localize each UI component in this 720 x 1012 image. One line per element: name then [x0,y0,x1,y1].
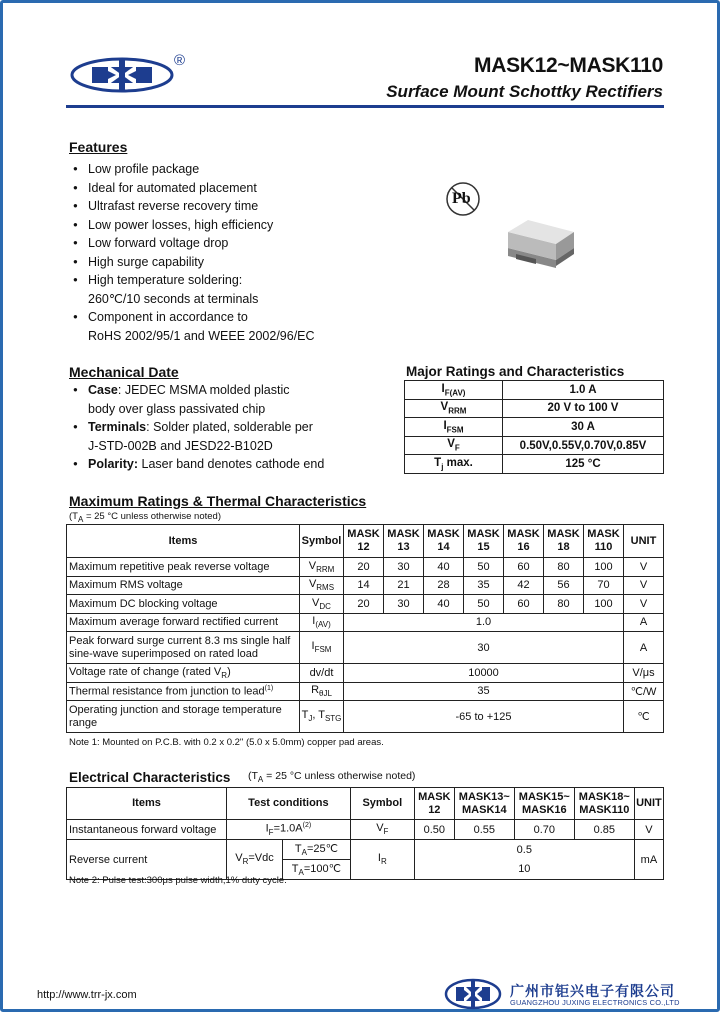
table-row [405,418,664,437]
symbol: I [312,615,316,628]
header-model [424,525,464,558]
table-row [67,558,664,577]
cond-prefix: (T [69,511,78,522]
header-items: Items [67,788,227,820]
symbol-cell [300,558,344,577]
table-row [67,840,664,860]
condition-cell [283,840,351,860]
table-row [67,664,664,683]
symbol: V [308,578,317,591]
value-cell: 21 [384,576,424,595]
header-symbol: Symbol [300,525,344,558]
unit-cell: V [624,558,664,577]
website-link[interactable]: http://www.trr-jx.com [37,989,137,1001]
symbol-sub: RRM [316,564,335,574]
table-cell [405,399,503,418]
table-row [67,576,664,595]
terminals-text: : Solder plated, solderable per [146,420,313,434]
header-model [544,525,584,558]
value-cell: 20 [344,558,384,577]
header-model [454,788,514,820]
symbol-cell [300,682,344,701]
max-ratings-conditions [69,511,221,524]
table-row [405,436,664,455]
symbol-sub: j [441,462,444,472]
model-number: 14 [437,541,450,553]
table-row [67,613,664,632]
symbol: V [308,559,317,572]
unit-cell: ℃ [624,701,664,733]
table-row [67,595,664,614]
symbol-cell [300,701,344,733]
item-cell [67,664,300,683]
value-cell: 70 [584,576,624,595]
symbol: V [440,401,449,414]
header-model [464,525,504,558]
header-model [504,525,544,558]
pb-free-icon [445,181,481,217]
item-cell: Maximum RMS voltage [67,576,300,595]
item-line-2: range [69,716,98,729]
item-text: Thermal resistance from junction to lead [69,685,265,698]
temp-rest: =25℃ [306,842,338,855]
value-cell: 60 [504,558,544,577]
unit-cell: A [624,613,664,632]
model-line-2: MASK110 [579,803,630,816]
value-cell: 30 [384,558,424,577]
max-ratings-table [66,524,664,733]
product-subtitle: Surface Mount Schottky Rectifiers [386,82,663,101]
electrical-table [66,787,664,880]
list-item: body over glass passivated chip [88,401,266,416]
temp-sym: T [291,862,299,875]
list-item: J-STD-002B and JESD22-B102D [88,438,273,453]
major-ratings-table [404,380,664,474]
symbol-2: , T [312,709,325,722]
symbol-sub: F [383,827,389,837]
features-list [70,160,315,345]
footer-logo-icon [444,978,502,1010]
note-2: Note 2: Pulse test:300μs pulse width,1% duty cycle. [69,875,287,886]
item-cell: Maximum DC blocking voltage [67,595,300,614]
model-number: 12 [357,541,370,553]
symbol-sub: θJL [319,689,332,699]
list-item: ● Low forward voltage drop [70,234,315,253]
symbol-cell [350,820,414,840]
symbol: T [434,457,442,470]
symbol-sub: RMS [316,583,335,593]
cond-sub: A [77,514,84,524]
table-row [405,455,664,474]
part-number-title: MASK12~MASK110 [474,54,663,77]
model-number: 16 [517,541,530,553]
condition-cell [227,840,283,880]
value-cell: 0.85 [574,820,634,840]
table-row [67,820,664,840]
item-cell: Maximum repetitive peak reverse voltage [67,558,300,577]
header-model [574,788,634,820]
header-unit: UNIT [634,788,663,820]
symbol: T [301,709,309,722]
mask-label: MASK [467,528,500,540]
value-cell: 20 [344,595,384,614]
symbol: R [311,684,320,697]
model-line-1: MASK15~ [518,790,570,803]
value-cell: 14 [344,576,384,595]
table-cell [405,455,503,474]
pb-label: Pb [452,190,471,207]
table-cell: 1.0 A [503,381,664,400]
value-cell: 28 [424,576,464,595]
unit-cell: V [624,595,664,614]
value-cell: 35 [344,682,624,701]
symbol-sub: J [308,714,313,724]
list-item [70,455,324,474]
symbol: I [377,852,381,865]
terminals-label: Terminals [88,420,147,434]
symbol-cell: dv/dt [300,664,344,683]
mask-label: MASK [587,528,620,540]
header-symbol: Symbol [350,788,414,820]
list-item: RoHS 2002/95/1 and WEEE 2002/96/EC [88,328,315,343]
mechanical-title: Mechanical Date [69,364,179,380]
mask-label: MASK [347,528,380,540]
mask-label: MASK [387,528,420,540]
list-item: ● Ultrafast reverse recovery time [70,197,315,216]
company-logo-icon [70,57,174,93]
list-item: ● Component in accordance to [70,308,315,327]
temp-sub: A [301,848,307,858]
cond-sub: A [257,775,264,785]
symbol: I [443,419,447,432]
cond-rest: =1.0A [273,822,303,835]
header-model [514,788,574,820]
list-item [70,381,324,400]
unit-cell: V/μs [624,664,664,683]
item-line-1: Peak forward surge current 8.3 ms single half [69,634,291,647]
header-model [344,525,384,558]
unit-cell: V [624,576,664,595]
case-label: Case [88,383,118,397]
table-cell [405,436,503,455]
value-cell: 100 [584,558,624,577]
model-line-2: MASK14 [462,803,507,816]
symbol: I [441,382,445,395]
header-test: Test conditions [227,788,351,820]
item-line-1: Operating junction and storage temperature [69,703,282,716]
polarity-label: Polarity: [88,457,139,471]
value-cell: 80 [544,595,584,614]
mask-label: MASK [427,528,460,540]
symbol-cell [300,595,344,614]
table-cell: 30 A [503,418,664,437]
cond-sub: F [268,827,274,837]
symbol-cell [350,840,414,880]
model-number: 13 [397,541,410,553]
cond-rest: =Vdc [248,852,274,865]
item-line-2: sine-wave superimposed on rated load [69,647,258,660]
value-cell: 30 [384,595,424,614]
symbol-sub: RRM [448,406,467,416]
mechanical-list [70,381,324,474]
model-line-1: MASK13~ [458,790,510,803]
model-line-2: MASK16 [522,803,567,816]
model-line-1: MASK [418,790,451,803]
mask-label: MASK [547,528,580,540]
note-1: Note 1: Mounted on P.C.B. with 0.2 x 0.2" (5.0 x 5.0mm) copper pad areas. [69,737,384,748]
model-number: 18 [557,541,570,553]
list-item: ● Low profile package [70,160,315,179]
item-sub: R [221,670,228,680]
symbol-cell [300,613,344,632]
table-row [67,701,664,733]
value-cell: -65 to +125 [344,701,624,733]
company-name-cn: 广州市钜兴电子有限公司 [510,983,675,999]
value-cell: 40 [424,558,464,577]
major-ratings-title: Major Ratings and Characteristics [406,364,625,379]
model-number: 110 [594,541,613,553]
item-cell [67,632,300,664]
header-items: Items [67,525,300,558]
table-cell: 125 °C [503,455,664,474]
table-cell [405,418,503,437]
symbol-cell [300,576,344,595]
table-cell: 0.50V,0.55V,0.70V,0.85V [503,436,664,455]
cond-prefix: (T [248,770,258,782]
symbol: V [376,822,384,835]
table-row [67,632,664,664]
electrical-conditions [248,770,415,784]
model-line-1: MASK18~ [578,790,630,803]
symbol-sub: F [454,443,460,453]
list-item: ● High surge capability [70,253,315,272]
symbol-sub: (AV) [315,620,331,630]
value-cell: 60 [504,595,544,614]
polarity-text: Laser band denotes cathode end [138,457,325,471]
symbol-suffix: max. [443,457,473,470]
value-cell: 1.0 [344,613,624,632]
symbol-sub: R [380,857,387,867]
list-item: ● Low power losses, high efficiency [70,216,315,235]
model-line-2: 12 [428,803,441,816]
cond-rest: = 25 °C unless otherwise noted) [83,511,221,522]
value-cell: 35 [464,576,504,595]
value-cell: 100 [584,595,624,614]
item-text: Voltage rate of change (rated V [69,665,222,678]
list-item: 260℃/10 seconds at terminals [88,291,259,306]
max-ratings-title: Maximum Ratings & Thermal Characteristics [69,493,367,509]
symbol: V [312,596,320,609]
table-row [405,399,664,418]
symbol-cell [300,632,344,664]
company-name-en: GUANGZHOU JUXING ELECTRONICS CO.,LTD [510,998,680,1007]
table-row [67,682,664,701]
table-cell [405,381,503,400]
cond-sym: V [235,852,243,865]
item-cell: Maximum average forward rectified current [67,613,300,632]
table-header-row [67,525,664,558]
value-cell: 0.55 [454,820,514,840]
list-item [70,418,324,437]
symbol-sub: DC [319,601,331,611]
header-unit: UNIT [624,525,664,558]
item-sup: (1) [264,684,274,692]
value-cell: 10 [414,860,634,880]
value-cell: 80 [544,558,584,577]
registered-mark: ® [174,52,186,69]
condition-cell [227,820,351,840]
table-cell: 20 V to 100 V [503,399,664,418]
case-text: : JEDEC MSMA molded plastic [117,383,290,397]
header-model [584,525,624,558]
value-cell: 10000 [344,664,624,683]
electrical-title: Electrical Characteristics [69,770,231,785]
value-cell: 0.70 [514,820,574,840]
value-cell: 0.5 [414,840,634,860]
features-title: Features [69,139,128,155]
temp-rest: =100℃ [303,862,342,875]
mask-label: MASK [507,528,540,540]
table-row [405,381,664,400]
header-model [414,788,454,820]
list-item: ● Ideal for automated placement [70,179,315,198]
symbol: I [311,640,315,653]
header-model [384,525,424,558]
list-item: ● High temperature soldering: [70,271,315,290]
item-cell: Reverse current [67,840,227,880]
header-rule [66,105,664,108]
value-cell: 42 [504,576,544,595]
symbol-2-sub: STG [324,714,342,724]
symbol-sub: F(AV) [444,387,466,397]
condition-cell [283,860,351,880]
temp-sym: T [294,842,302,855]
cond-rest: = 25 °C unless otherwise noted) [263,770,416,782]
item-cell: Instantaneous forward voltage [67,820,227,840]
value-cell: 0.50 [414,820,454,840]
symbol-sub: FSM [314,645,332,655]
cond-sub: R [242,857,249,867]
unit-cell: mA [634,840,663,880]
value-cell: 30 [344,632,624,664]
model-number: 15 [477,541,490,553]
unit-cell: ℃/W [624,682,664,701]
symbol: V [447,438,455,451]
table-header-row [67,788,664,820]
value-cell: 56 [544,576,584,595]
cond-sup: (2) [302,822,312,830]
value-cell: 40 [424,595,464,614]
item-cell [67,701,300,733]
item-cell [67,682,300,701]
package-image [506,212,576,268]
temp-sub: A [298,868,304,878]
value-cell: 50 [464,558,504,577]
symbol-sub: FSM [446,425,464,435]
cond-sym: I [265,822,269,835]
value-cell: 50 [464,595,504,614]
item-end: ) [227,665,231,678]
unit-cell: A [624,632,664,664]
unit-cell: V [634,820,663,840]
